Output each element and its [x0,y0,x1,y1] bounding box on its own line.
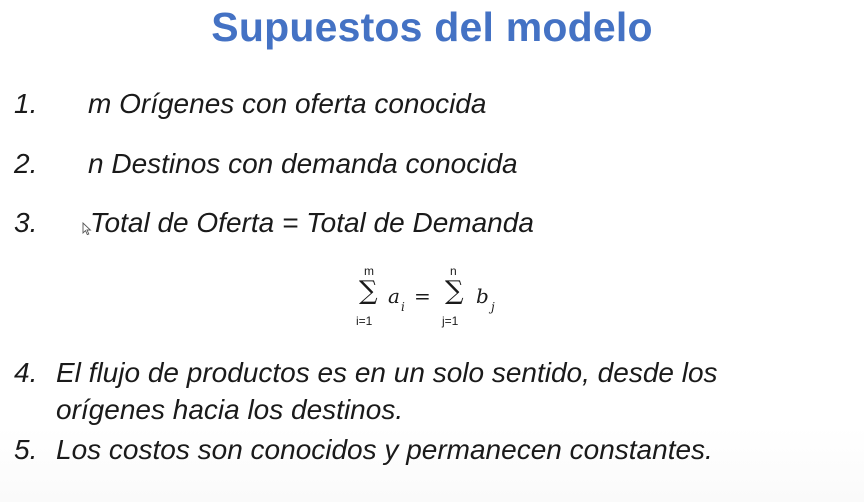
item-number: 4. [14,357,38,388]
list-item-4 [0,357,864,429]
item-number: 5. [14,434,38,465]
item-text: m Orígenes con oferta conocida [88,88,487,119]
list-item-3 [0,207,864,243]
item-number: 1. [14,88,38,119]
item-text-line-2: orígenes hacia los destinos. [56,394,404,425]
left-subscript: i [401,300,405,314]
item-number: 3. [14,207,38,238]
item-text: Total de Oferta = Total de Demanda [90,207,534,238]
slide-title: Supuestos del modelo [211,4,653,50]
item-text: Los costos son conocidos y permanecen constantes. [56,434,713,465]
left-sum-upper-limit: m [364,264,374,278]
left-variable: a [388,284,400,308]
right-variable: b [476,284,489,308]
item-text: n Destinos con demanda conocida [88,148,518,179]
right-sum-upper-limit: n [450,264,457,278]
list-item-5 [0,434,864,470]
equals-sign: = [414,284,431,308]
item-text-line-1: El flujo de productos es en un solo sentido, desde los [56,357,718,388]
item-number: 2. [14,148,38,179]
sum-equation [340,262,520,334]
list-item-1 [0,88,864,124]
left-sum-lower-limit: i=1 [356,314,373,328]
right-sum-lower-limit: j=1 [442,314,459,328]
right-summation-symbol: ∑ [445,276,464,306]
list-item-2 [0,148,864,184]
right-subscript: j [491,300,495,314]
left-summation-symbol: ∑ [359,276,378,306]
mouse-cursor-icon [82,222,92,236]
